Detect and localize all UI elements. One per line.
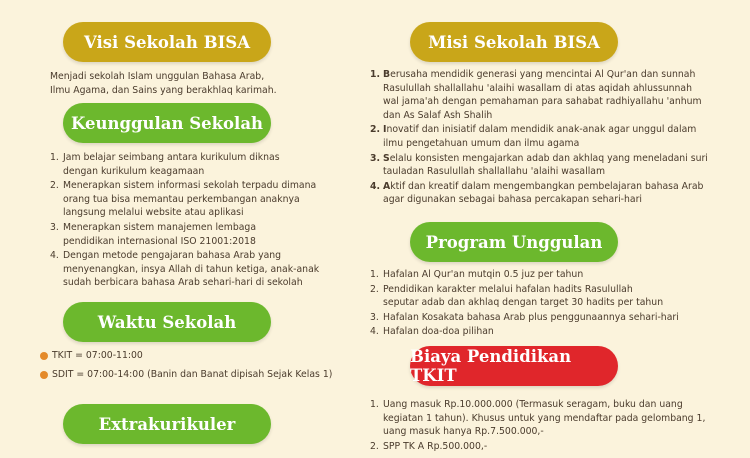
misi-list xyxy=(370,68,732,208)
list-item-number: 4. xyxy=(370,326,379,338)
visi-text-line-1: Menjadi sekolah Islam unggulan Bahasa Arab, xyxy=(50,71,265,82)
biaya-heading xyxy=(410,346,618,386)
list-item-line: Hafalan doa-doa pilihan xyxy=(383,326,494,338)
list-item-initial: B xyxy=(383,69,391,80)
list-item-line: dan As Salaf Ash Shalih xyxy=(383,109,493,121)
list-item-number: 2. xyxy=(370,440,379,452)
waktu-heading xyxy=(63,302,271,342)
list-item-number: 2. xyxy=(50,180,59,192)
list-item-line: Jam belajar seimbang antara kurikulum diknas xyxy=(63,152,280,163)
list-item-text: novatif dan inisiatif dalam mendidik anak-anak agar unggul dalam xyxy=(386,124,697,136)
list-item-line: SPP TK A Rp.500.000,- xyxy=(383,440,488,452)
list-item-line xyxy=(383,152,732,166)
list-item-number: 1. xyxy=(370,399,379,410)
list-item xyxy=(50,221,350,248)
bullet-dot-icon xyxy=(40,371,48,379)
list-item-number: 2. xyxy=(370,124,381,136)
list-item xyxy=(370,68,732,122)
list-item-line xyxy=(383,68,732,82)
program-title: Program Unggulan xyxy=(425,232,603,252)
list-item-number: 3. xyxy=(50,221,59,233)
list-item-number: 3. xyxy=(370,152,381,164)
list-item xyxy=(370,398,732,439)
list-item-line: Dengan metode pengajaran bahasa Arab yang xyxy=(63,250,282,262)
list-item xyxy=(370,268,732,282)
list-item-line xyxy=(383,123,732,137)
visi-title: Visi Sekolah BISA xyxy=(83,32,250,52)
schedule-sdit-text: SDIT = 07:00-14:00 (Banin dan Banat dipisah Sejak Kelas 1) xyxy=(52,369,333,380)
list-item xyxy=(370,311,732,325)
bullet-dot-icon xyxy=(40,352,48,360)
list-item-line: sudah berbicara bahasa Arab sehari-hari di sekolah xyxy=(63,277,303,289)
list-item-number: 4. xyxy=(370,180,381,192)
list-item-line: orang tua bisa memantau perkembangan anaknya xyxy=(63,193,300,205)
misi-heading xyxy=(410,22,618,62)
visi-text xyxy=(50,70,277,97)
list-item-text: ktif dan kreatif dalam mengembangkan pembelajaran bahasa Arab xyxy=(390,180,704,192)
list-item-line: agar digunakan sebagai bahasa percakapan sehari-hari xyxy=(383,194,643,206)
visi-text-line-2: Ilmu Agama, dan Sains yang berakhlaq karimah. xyxy=(50,84,277,96)
keunggulan-title: Keunggulan Sekolah xyxy=(70,113,264,133)
list-item-initial: S xyxy=(383,152,390,164)
list-item-number: 4. xyxy=(50,250,59,262)
list-item-line: Uang masuk Rp.10.000.000 (Termasuk seragam, buku dan uang xyxy=(383,399,683,410)
keunggulan-list xyxy=(50,151,350,291)
visi-heading xyxy=(63,22,271,62)
ekstra-heading xyxy=(63,404,271,444)
list-item xyxy=(50,151,350,178)
list-item-number: 1. xyxy=(50,152,59,163)
program-list xyxy=(370,268,732,340)
list-item-line: Menerapkan sistem informasi sekolah terpadu dimana xyxy=(63,180,317,192)
list-item-line: Rasulullah shallallahu 'alaihi wasallam di atas aqidah ahlussunnah xyxy=(383,82,692,94)
list-item-line: Menerapkan sistem manajemen lembaga xyxy=(63,221,257,233)
list-item-line: uang masuk hanya Rp.7.500.000,- xyxy=(383,426,544,438)
list-item xyxy=(370,440,732,454)
list-item-initial: I xyxy=(383,124,387,136)
biaya-list xyxy=(370,398,732,454)
list-item-line: menyenangkan, insya Allah di tahun ketiga, anak-anak xyxy=(63,263,320,275)
list-item xyxy=(370,152,732,179)
ekstra-title: Extrakurikuler xyxy=(98,414,236,434)
list-item-number: 3. xyxy=(370,311,379,323)
list-item-line: Pendidikan karakter melalui hafalan hadits Rasulullah xyxy=(383,283,633,295)
schedule-sdit xyxy=(40,368,332,381)
schedule-tkit xyxy=(40,349,143,362)
misi-title: Misi Sekolah BISA xyxy=(428,32,600,52)
list-item-line: tauladan Rasulullah shallallahu 'alaihi wasallam xyxy=(383,166,606,178)
list-item-text: erusaha mendidik generasi yang mencintai Al Qur'an dan sunnah xyxy=(390,69,696,80)
list-item-line: ilmu pengetahuan umum dan ilmu agama xyxy=(383,137,580,149)
list-item-line xyxy=(383,180,732,194)
list-item xyxy=(370,283,732,310)
list-item xyxy=(50,179,350,220)
list-item-line: Hafalan Al Qur'an mutqin 0.5 juz per tahun xyxy=(383,269,584,280)
list-item-number: 1. xyxy=(370,269,379,280)
list-item-line: langsung melalui website atau aplikasi xyxy=(63,207,244,219)
schedule-tkit-text: TKIT = 07:00-11:00 xyxy=(52,350,143,361)
list-item-line: seputar adab dan akhlaq dengan target 30 hadits per tahun xyxy=(383,297,664,309)
list-item-line: Hafalan Kosakata bahasa Arab plus penggunaannya sehari-hari xyxy=(383,311,679,323)
program-heading xyxy=(410,222,618,262)
list-item-line: wal jama'ah dengan pemahaman para sahabat radhiyallahu 'anhum xyxy=(383,96,702,108)
keunggulan-heading xyxy=(63,103,271,143)
list-item xyxy=(370,325,732,339)
list-item-initial: A xyxy=(383,180,391,192)
list-item-number: 1. xyxy=(370,69,381,80)
list-item xyxy=(370,123,732,150)
list-item-line: kegiatan 1 tahun). Khusus untuk yang mendaftar pada gelombang 1, xyxy=(383,412,706,424)
list-item-line: dengan kurikulum keagamaan xyxy=(63,165,205,177)
list-item-number: 2. xyxy=(370,283,379,295)
list-item-text: elalu konsisten mengajarkan adab dan akhlaq yang meneladani suri xyxy=(389,152,708,164)
list-item xyxy=(370,180,732,207)
list-item xyxy=(50,249,350,290)
biaya-title: Biaya Pendidikan TKIT xyxy=(410,347,572,385)
list-item-line: pendidikan internasional ISO 21001:2018 xyxy=(63,235,256,247)
waktu-title: Waktu Sekolah xyxy=(97,312,237,332)
